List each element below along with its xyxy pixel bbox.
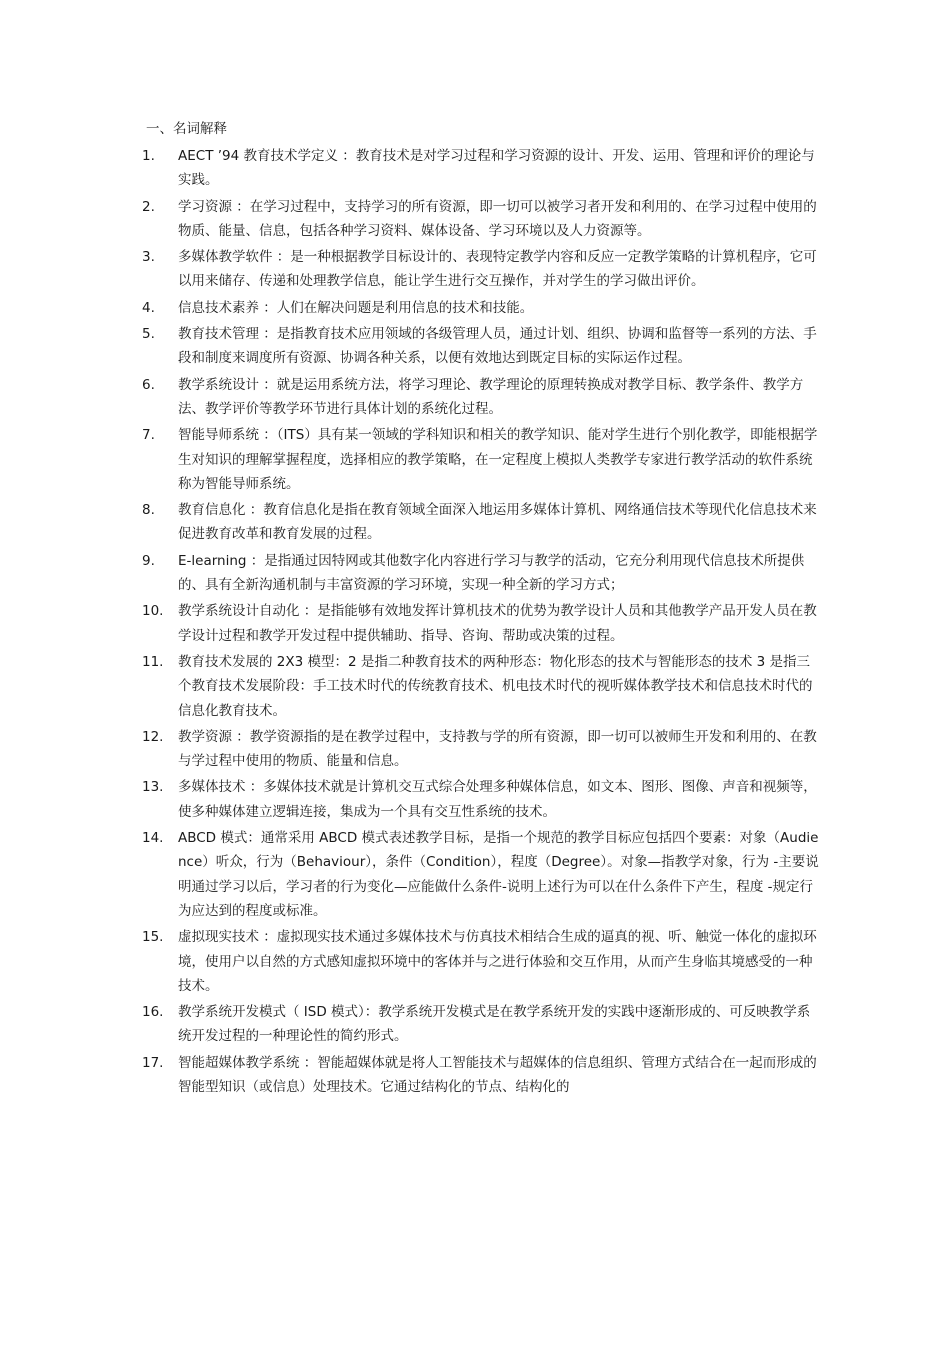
definition-list <box>140 144 820 1101</box>
item-number: 7. <box>142 427 155 444</box>
list-item <box>140 322 820 371</box>
item-number: 5. <box>142 326 155 343</box>
item-text: 多媒体技术 ：多媒体技术就是计算机交互式综合处理多种媒体信息，如文本、图形、图像、声音和视频等，使多种媒体建立逻辑连接，集成为一个具有交互性系统的技术。 <box>178 779 817 820</box>
list-item <box>140 1051 820 1100</box>
item-number: 4. <box>142 299 155 316</box>
item-number: 13. <box>142 779 164 796</box>
item-number: 2. <box>142 198 155 215</box>
item-text: 智能导师系统 ：（ITS）具有某一领域的学科知识和相关的教学知识、能对学生进行个别化教学，即能根据学生对知识的理解掌握程度，选择相应的教学策略，在一定程度上模拟人类教学专家进行教学活动的软件系统称为智能导师系统。 <box>178 427 818 492</box>
item-number: 8. <box>142 502 155 519</box>
item-text: 教育信息化 ：教育信息化是指在教育领域全面深入地运用多媒体计算机、网络通信技术等现代化信息技术来促进教育改革和教育发展的过程。 <box>178 502 817 543</box>
list-item <box>140 549 820 598</box>
list-item <box>140 423 820 496</box>
list-item <box>140 650 820 723</box>
list-item <box>140 296 820 320</box>
item-number: 15. <box>142 929 164 946</box>
item-text: 智能超媒体教学系统 ：智能超媒体就是将人工智能技术与超媒体的信息组织、管理方式结合在一起而形成的智能型知识（或信息）处理技术。它通过结构化的节点、结构化的 <box>178 1054 817 1095</box>
item-text: 学习资源 ：在学习过程中，支持学习的所有资源，即一切可以被学习者开发和利用的、在学习过程中使用的物质、能量、信息，包括各种学习资料、媒体设备、学习环境以及人力资源等。 <box>178 198 817 239</box>
item-text: 信息技术素养 ：人们在解决问题是利用信息的技术和技能。 <box>178 299 534 316</box>
item-text: 教育技术管理 ：是指教育技术应用领域的各级管理人员，通过计划、组织、协调和监督等一系列的方法、手段和制度来调度所有资源、协调各种关系，以便有效地达到既定目标的实际运作过程。 <box>178 326 817 367</box>
item-number: 14. <box>142 830 164 847</box>
item-number: 3. <box>142 249 155 266</box>
item-text: 教学系统设计 ：就是运用系统方法，将学习理论、教学理论的原理转换成对教学目标、教学条件、教学方法、教学评价等教学环节进行具体计划的系统化过程。 <box>178 376 804 417</box>
item-text: 教学系统开发模式（ ISD 模式）：教学系统开发模式是在教学系统开发的实践中逐渐形成的、可反映教学系统开发过程的一种理论性的简约形式。 <box>178 1004 811 1045</box>
item-text: 多媒体教学软件 ：是一种根据教学目标设计的、表现特定教学内容和反应一定教学策略的计算机程序，它可以用来储存、传递和处理教学信息，能让学生进行交互操作，并对学生的学习做出评价。 <box>178 249 817 290</box>
item-text: 教学资源 ：教学资源指的是在教学过程中，支持教与学的所有资源，即一切可以被师生开发和利用的、在教与学过程中使用的物质、能量和信息。 <box>178 728 817 770</box>
list-item <box>140 925 820 998</box>
list-item <box>140 599 820 648</box>
list-item <box>140 775 820 824</box>
item-text: E-learning ：是指通过因特网或其他数字化内容进行学习与教学的活动，它充分利用现代信息技术所提供的、具有全新沟通机制与丰富资源的学习环境，实现一种全新的学习方式； <box>178 552 805 594</box>
item-number: 12. <box>142 728 164 745</box>
item-number: 10. <box>142 603 164 620</box>
item-text: 教学系统设计自动化 ：是指能够有效地发挥计算机技术的优势为教学设计人员和其他教学产品开发人员在教学设计过程和教学开发过程中提供辅助、指导、咨询、帮助或决策的过程。 <box>178 603 817 644</box>
list-item <box>140 195 820 244</box>
list-item <box>140 826 820 923</box>
item-number: 6. <box>142 376 155 393</box>
item-number: 11. <box>142 653 164 670</box>
item-text: ABCD 模式：通常采用 ABCD 模式表述教学目标，是指一个规范的教学目标应包括四个要素：对象（Audience）听众，行为（Behaviour），条件（Condition），程度（Degree）。对象—指教学对象，行为 -主要说明通过学习以后，学习者的行为变化—应能做什么条件-说明上述行为可以在什么条件下产生，程度 -规定行为应达到的程度或标准。 <box>178 830 819 919</box>
list-item <box>140 498 820 547</box>
item-number: 1. <box>142 148 155 164</box>
list-item <box>140 245 820 294</box>
list-item <box>140 144 820 193</box>
item-text: 教育技术发展的 2X3 模型：2 是指二种教育技术的两种形态：物化形态的技术与智能形态的技术 3 是指三个教育技术发展阶段：手工技术时代的传统教育技术、机电技术时代的视听媒体教学技术和信息技术时代的信息化教育技术。 <box>178 653 813 719</box>
item-number: 17. <box>142 1054 164 1071</box>
list-item <box>140 725 820 774</box>
list-item <box>140 1000 820 1049</box>
item-number: 9. <box>142 552 155 569</box>
item-number: 16. <box>142 1004 164 1021</box>
section-title: 一、名词解释 <box>146 121 227 137</box>
item-text: 虚拟现实技术 ：虚拟现实技术通过多媒体技术与仿真技术相结合生成的逼真的视、听、触觉一体化的虚拟环境，使用户以自然的方式感知虚拟环境中的客体并与之进行体验和交互作用，从而产生身临其境感受的一种技术。 <box>178 929 817 994</box>
item-text: AECT ’94 教育技术学定义 ：教育技术是对学习过程和学习资源的设计、开发、运用、管理和评价的理论与实践。 <box>178 148 815 189</box>
list-item <box>140 373 820 422</box>
